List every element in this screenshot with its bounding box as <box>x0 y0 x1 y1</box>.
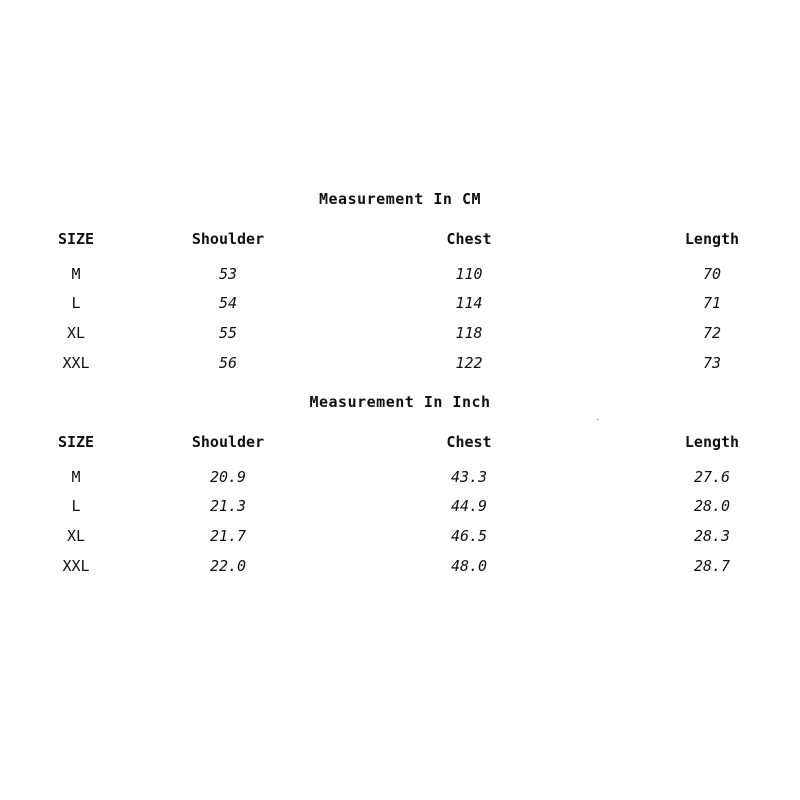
stray-dot <box>597 419 598 420</box>
inch-row-xl-chest: 46.5 <box>450 527 488 545</box>
cm-row-m-chest: 110 <box>455 265 483 283</box>
inch-row-l-size: L <box>71 497 81 515</box>
cm-row-xl-size: XL <box>66 324 86 342</box>
inch-row-xxl-size: XXL <box>62 557 90 575</box>
inch-row-l-shoulder: 21.3 <box>209 497 247 515</box>
inch-row-xl-length: 28.3 <box>693 527 731 545</box>
cm-header-shoulder: Shoulder <box>191 230 265 248</box>
cm-row-m-shoulder: 53 <box>218 265 238 283</box>
inch-header-shoulder: Shoulder <box>191 433 265 451</box>
inch-row-xl-shoulder: 21.7 <box>209 527 247 545</box>
cm-table-title: Measurement In CM <box>318 190 482 208</box>
inch-header-size: SIZE <box>57 433 95 451</box>
cm-row-l-chest: 114 <box>455 294 483 312</box>
cm-header-chest: Chest <box>446 230 492 248</box>
cm-row-l-length: 71 <box>702 294 722 312</box>
cm-row-m-size: M <box>71 265 81 283</box>
inch-row-m-size: M <box>71 468 81 486</box>
cm-row-xl-length: 72 <box>702 324 722 342</box>
inch-table-title: Measurement In Inch <box>309 393 491 411</box>
cm-row-xxl-shoulder: 56 <box>218 354 238 372</box>
cm-row-xl-shoulder: 55 <box>218 324 238 342</box>
inch-row-xxl-chest: 48.0 <box>450 557 488 575</box>
inch-row-xl-size: XL <box>66 527 86 545</box>
cm-row-l-size: L <box>71 294 81 312</box>
inch-row-m-chest: 43.3 <box>450 468 488 486</box>
inch-row-l-length: 28.0 <box>693 497 731 515</box>
inch-row-l-chest: 44.9 <box>450 497 488 515</box>
inch-row-m-shoulder: 20.9 <box>209 468 247 486</box>
cm-row-xl-chest: 118 <box>455 324 483 342</box>
cm-row-l-shoulder: 54 <box>218 294 238 312</box>
cm-row-m-length: 70 <box>702 265 722 283</box>
inch-header-length: Length <box>684 433 740 451</box>
cm-row-xxl-length: 73 <box>702 354 722 372</box>
cm-row-xxl-chest: 122 <box>455 354 483 372</box>
inch-row-xxl-length: 28.7 <box>693 557 731 575</box>
cm-row-xxl-size: XXL <box>62 354 90 372</box>
cm-header-length: Length <box>684 230 740 248</box>
inch-header-chest: Chest <box>446 433 492 451</box>
cm-header-size: SIZE <box>57 230 95 248</box>
inch-row-m-length: 27.6 <box>693 468 731 486</box>
inch-row-xxl-shoulder: 22.0 <box>209 557 247 575</box>
